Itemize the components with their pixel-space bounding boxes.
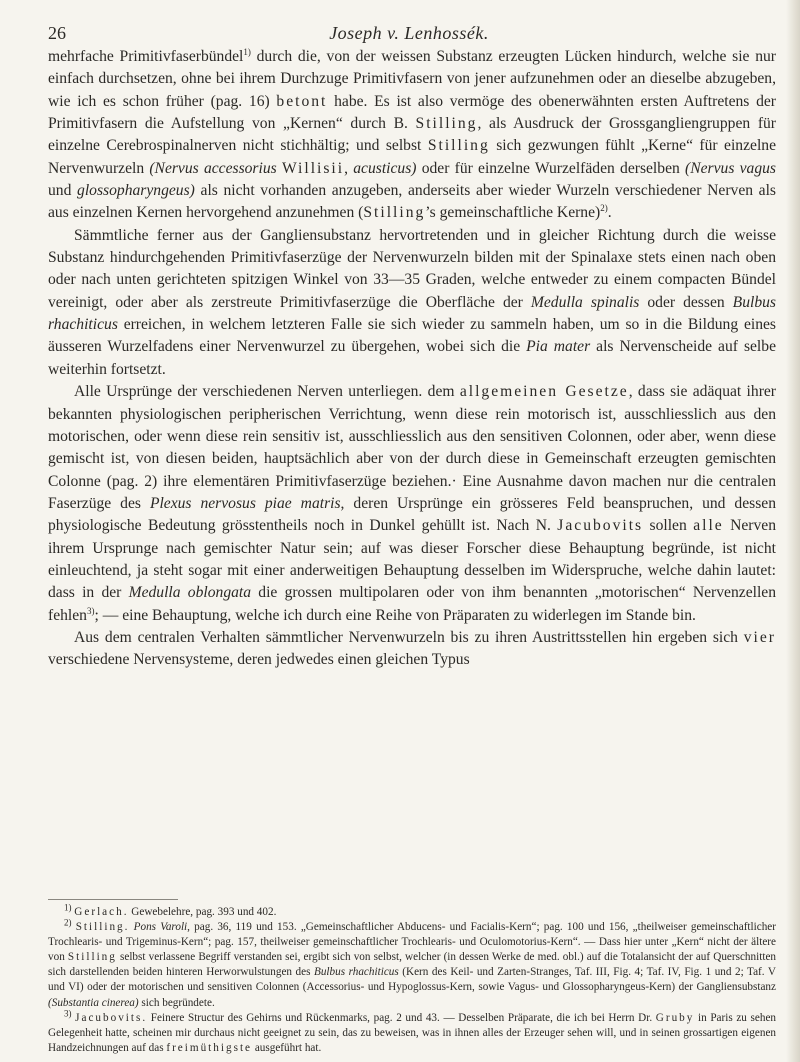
text-run: , deren Ursprünge ein grösseres Feld beanspruchen, und dessen physiologische Bedeutung grösstentheils noch in Dunkel gehüllt ist. Nach N. [48, 494, 776, 535]
text-run: verschiedene Nervensysteme, deren jedwedes einen gleichen Typus [48, 651, 470, 669]
emphasis-spaced: betont [276, 92, 328, 110]
text-run: ausgeführt hat. [252, 1041, 322, 1054]
emphasis-spaced: alle [693, 517, 724, 535]
text-run: Feinere Structur des Gehirns und Rückenmarks, pag. 2 und 43. — Desselben Präparate, die ich bei Herrn Dr. [147, 1011, 656, 1024]
latin-term: Medulla oblongata [128, 584, 252, 602]
latin-term: Bulbus rhachiticus [48, 293, 776, 334]
text-run: die grossen multipolaren oder von ihm benannten „motorischen“ Nervenzellen fehlen [48, 584, 776, 624]
latin-term: Bulbus rhachiticus [313, 966, 399, 979]
text-run: oder für einzelne Wurzelfäden derselben [416, 159, 686, 177]
footnote-ref-2: 2) [600, 203, 608, 214]
footnote-3 [48, 1007, 777, 1056]
paragraph-1 [48, 46, 776, 225]
text-run: als nicht vorhanden anzugeben, anderseits aber wieder Wurzeln verschiedener Nerven als aus einzelnen Kernen hervorgehend anzunehmen ( [48, 182, 776, 222]
latin-term: acusticus) [353, 159, 417, 177]
author-name: Jacubovits [557, 517, 644, 535]
text-run: Nerven ihrem Ursprunge nach gemischter Natur sein; auf was dieser Forscher diese Behauptung begründe, ist nicht einleuchtend, ja steht sogar mit einer anderweitigen Behauptung desselben im Widerspruche, welche dahin lautet: dass in der [48, 517, 776, 602]
text-run: und [48, 182, 78, 200]
paragraph-4 [48, 627, 776, 672]
emphasis-spaced: vier [743, 628, 776, 646]
running-title: Joseph v. Lenhossék. [329, 23, 489, 43]
text-run: , pag. 36, 119 und 153. „Gemeinschaftlicher Abducens- und Facialis-Kern“; pag. 100 und 156, „theilweiser gemeinschaftlicher Trochlearis- und Trigeminus-Kern“; pag. 157, theilweiser gemeinschaftlicher Trochlearis- und Oculomotorius-Kern“. — Dass hier unter „Kern“ nicht der ältere von [48, 921, 777, 964]
text-run: Sämmtliche ferner aus der Gangliensubstanz hervortretenden und in gleicher Richtung durch die weisse Substanz hindurchgehenden Primitivfaserzüge der Nervenwurzeln bilden mit der Spinalaxe stets einen nach oben oder nach unten gerichteten spitzigen Winkel von 33—35 Graden, welche entweder zu einem compacten Bündel vereinigt, oder aber als zerstreute Primitivfaserzüge die Oberfläche der [48, 226, 776, 311]
footnote-2 [48, 917, 777, 1011]
text-run: (Kern des Keil- und Zarten-Stranges, Taf. III, Fig. 4; Taf. IV, Fig. 1 und 2; Taf. V und VI) oder der motorischen und sensitiven Colonnen (Accessorius- und Hypoglossus-Kern, sowie Vagus- und Glossopharyngeus-Kern) der Gangliensubstanz [48, 966, 776, 994]
footnotes [48, 902, 777, 1056]
text-run: sollen [643, 517, 694, 535]
latin-term: (Nervus accessorius [149, 159, 277, 177]
footnote-mark: 3) [64, 1007, 72, 1018]
footnote-1 [48, 902, 776, 920]
emphasis-spaced: freimüthigste [166, 1041, 253, 1054]
author-name: Gerlach. [74, 906, 129, 918]
footnote-mark: 2) [64, 917, 72, 928]
latin-term: (Substantia cinerea) [48, 996, 139, 1009]
footnote-mark: 1) [64, 902, 72, 913]
author-name: Stilling. [75, 921, 130, 934]
text-run: ; — eine Behauptung, welche ich durch eine Reihe von Präparaten zu widerlegen im Stande bin. [94, 606, 696, 624]
text-run: mehrfache Primitivfaserbündel [48, 48, 244, 65]
text-run: selbst verlassene Begriff verstanden sei, ergibt sich von selbst, welcher (in dessen Werke de med. obl.) auf die Totalansicht der auf Querschnitten sich darstellenden beiden hinteren Herworwulstungen des [48, 951, 777, 979]
latin-term: Pia mater [526, 338, 591, 356]
text-run: in Paris zu sehen Gelegenheit hatte, scheinen mir durchaus nicht geeignet zu sein, das zu beweisen, was in ihnen alles der Erzeuger sehen will, und in seinen grossartigen eigenen Handzeichnungen auf das [48, 1011, 777, 1054]
running-header [48, 22, 770, 44]
author-name: Stilling [427, 137, 490, 155]
text-run: , [344, 159, 354, 177]
text-run: , dass sie adäquat ihrer bekannten physiologischen peripherischen Verrichtung, wenn diese rein motorisch ist, ausschliesslich aus den motorischen, oder wenn diese rein sensitiv ist, ausschliesslich aus den sensitiven Colonnen, oder aber, wenn diese gemischt ist, von diesen beiden, hauptsächlich aber von der durch diese in Gemeinschaft erzeugten gemischten Colonne (pag. 2) ihre elementären Primitivfaserzüge beziehen.· Eine Ausnahme davon machen nur die centralen Faserzüge des [48, 383, 776, 512]
footnote-divider [48, 899, 178, 900]
text-run: . [607, 204, 612, 222]
text-run: oder dessen [639, 293, 733, 311]
text-run: Aus dem centralen Verhalten sämmtlicher Nervenwurzeln bis zu ihren Austrittsstellen hin ergeben sich [74, 628, 744, 646]
emphasis-spaced: allgemeinen Gesetze [459, 383, 629, 401]
text-run: sich gezwungen fühlt „Kerne“ für einzelne Nervenwurzeln [48, 137, 776, 177]
author-name: Gruby [655, 1011, 695, 1024]
author-name: Stilling [67, 951, 117, 964]
latin-term: (Nervus vagus [685, 159, 776, 177]
text-run: Alle Ursprünge der verschiedenen Nerven unterliegen. dem [74, 383, 460, 401]
footnote-ref-1: 1) [243, 46, 251, 57]
latin-term: Pons Varoli [133, 921, 188, 934]
latin-term: Plexus nervosus piae matris [149, 494, 341, 512]
text-run: sich begründete. [138, 996, 215, 1009]
paragraph-3 [48, 381, 776, 627]
latin-term: glossopharyngeus) [77, 182, 195, 200]
footnote-ref-3: 3) [86, 605, 95, 616]
paragraph-2 [48, 225, 776, 381]
latin-term: Medulla spinalis [530, 293, 640, 311]
book-page [48, 0, 800, 1062]
text-run: als Nervenscheide auf selbe weiterhin fortsetzt. [48, 338, 776, 378]
text-run: , als Ausdruck der Grossgangliengruppen für einzelne Cerebrospinalnerven nicht stichhältig; und selbst [48, 115, 776, 155]
page-number: 26 [48, 23, 66, 43]
page-edge-shadow [786, 0, 800, 1062]
author-name: Stilling [415, 115, 478, 133]
author-name: Willisii [281, 159, 345, 177]
text-run: Gewebelehre, pag. 393 und 402. [128, 906, 277, 918]
author-name: Stilling [363, 204, 426, 222]
main-text [48, 46, 776, 672]
author-name: Jacubovits. [75, 1011, 148, 1024]
text-run: erreichen, in welchem letzteren Falle sie sich wieder zu sammeln haben, um so in die Bildung eines äusseren Wurzelfadens einer Nervenwurzel zu übergehen, wobei sich die [48, 316, 776, 356]
text-run: habe. Es ist also vermöge des obenerwähnten ersten Auftretens der Primitivfasern die Aufstellung von „Kernen“ durch B. [48, 92, 776, 133]
text-run: durch die, von der weissen Substanz erzeugten Lücken hindurch, welche sie nur einfach durchsetzen, ohne bei ihrem Durchzuge Primitivfasern von jener aufzunehmen oder an dieselbe abzugeben, wie ich es schon früher (pag. 16) [48, 48, 776, 110]
text-run: ’s gemeinschaftliche Kerne) [425, 204, 601, 222]
